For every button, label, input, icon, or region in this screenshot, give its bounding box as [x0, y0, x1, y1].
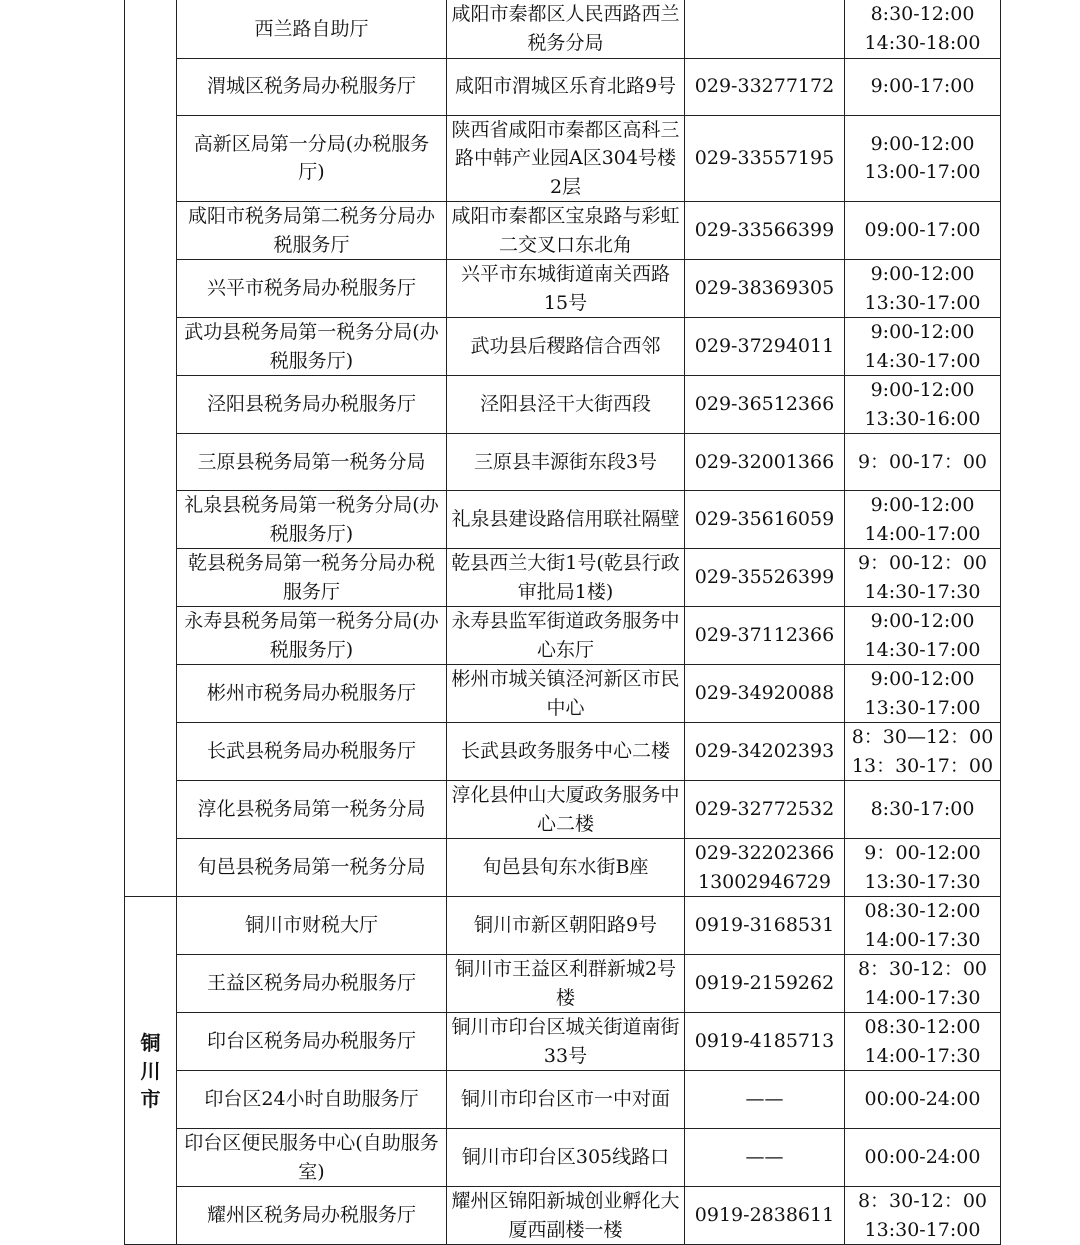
phone-number: 029-32202366	[694, 842, 835, 864]
hours-range: 9：00-12:00	[864, 842, 981, 864]
hours-range: 14:30-17:00	[864, 638, 981, 661]
hours-range: 08:30-12:00	[864, 1016, 981, 1038]
hours-range: 14:30-18:00	[864, 31, 981, 54]
table-row	[125, 202, 1001, 260]
office-name-cell: 永寿县税务局第一税务分局(办税服务厅)	[177, 607, 447, 665]
hours-range: 14:00-17:00	[864, 522, 981, 545]
phone-cell	[685, 202, 845, 260]
address-cell: 铜川市新区朝阳路9号	[447, 897, 685, 955]
hours-cell	[845, 1187, 1001, 1245]
table-row	[125, 260, 1001, 318]
phone-number: 029-33557195	[694, 147, 835, 169]
table-row	[125, 0, 1001, 58]
phone-cell	[685, 1129, 845, 1187]
address-cell: 铜川市王益区利群新城2号楼	[447, 955, 685, 1013]
region-char: 川	[140, 1058, 161, 1083]
phone-number: 029-35526399	[694, 566, 835, 589]
table-row	[125, 434, 1001, 491]
hours-cell	[845, 376, 1001, 434]
address-cell: 淳化县仲山大厦政务服务中心二楼	[447, 781, 685, 839]
phone-number: 029-32772532	[694, 798, 835, 821]
phone-cell	[685, 955, 845, 1013]
office-name-cell: 兴平市税务局办税服务厅	[177, 260, 447, 318]
table-row	[125, 665, 1001, 723]
address-cell: 铜川市印台区城关街道南街33号	[447, 1013, 685, 1071]
phone-cell	[685, 434, 845, 491]
office-name-cell: 旬邑县税务局第一税务分局	[177, 839, 447, 897]
address-cell: 三原县丰源街东段3号	[447, 434, 685, 491]
phone-cell	[685, 607, 845, 665]
address-cell: 咸阳市秦都区人民西路西兰税务分局	[447, 0, 685, 58]
hours-range: 8：30-12：00	[857, 1190, 988, 1212]
hours-range: 9:00-12:00	[870, 132, 975, 155]
hours-range: 13:30-17:00	[864, 1218, 981, 1241]
tax-office-table	[124, 0, 1001, 1245]
address-cell: 泾阳县泾干大街西段	[447, 376, 685, 434]
phone-cell	[685, 115, 845, 202]
phone-cell	[685, 665, 845, 723]
phone-cell	[685, 897, 845, 955]
hours-range: 00:00-24:00	[864, 1088, 981, 1111]
hours-range: 13:30-17:30	[864, 870, 981, 893]
table-row	[125, 607, 1001, 665]
phone-number: 029-35616059	[694, 508, 835, 531]
address-cell: 耀州区锦阳新城创业孵化大厦西副楼一楼	[447, 1187, 685, 1245]
hours-cell	[845, 318, 1001, 376]
hours-range: 08:30-12:00	[864, 900, 981, 922]
office-name-cell: 印台区便民服务中心(自助服务室)	[177, 1129, 447, 1187]
hours-range: 13:30-17:00	[864, 291, 981, 314]
phone-cell	[685, 723, 845, 781]
address-cell: 永寿县监军街道政务服务中心东厅	[447, 607, 685, 665]
office-name-cell: 三原县税务局第一税务分局	[177, 434, 447, 491]
hours-range: 9：00-12：00	[857, 552, 988, 574]
region-char: 铜	[140, 1030, 161, 1055]
table-row	[125, 839, 1001, 897]
hours-range: 14:00-17:30	[864, 1044, 981, 1067]
phone-number: 029-33566399	[694, 219, 835, 242]
office-name-cell: 泾阳县税务局办税服务厅	[177, 376, 447, 434]
table-row	[125, 1187, 1001, 1245]
hours-cell	[845, 781, 1001, 839]
phone-cell	[685, 1187, 845, 1245]
hours-range: 8:30-17:00	[870, 798, 975, 821]
table-row	[125, 58, 1001, 115]
address-cell: 陕西省咸阳市秦都区高科三路中韩产业园A区304号楼2层	[447, 115, 685, 202]
hours-cell	[845, 897, 1001, 955]
hours-range: 9:00-12:00	[870, 379, 975, 401]
hours-cell	[845, 607, 1001, 665]
phone-cell	[685, 781, 845, 839]
hours-range: 09:00-17:00	[864, 219, 981, 242]
address-cell: 彬州市城关镇泾河新区市民中心	[447, 665, 685, 723]
hours-range: 13:00-17:00	[864, 161, 981, 184]
hours-range: 14:30-17:30	[864, 580, 981, 603]
address-cell: 武功县后稷路信合西邻	[447, 318, 685, 376]
table-row	[125, 491, 1001, 549]
hours-range: 13:30-17:00	[864, 696, 981, 719]
office-name-cell: 乾县税务局第一税务分局办税服务厅	[177, 549, 447, 607]
table-row	[125, 1071, 1001, 1129]
phone-number: 029-34920088	[694, 682, 835, 705]
hours-cell	[845, 955, 1001, 1013]
phone-cell	[685, 549, 845, 607]
phone-number: 0919-4185713	[694, 1030, 835, 1053]
table-row	[125, 1129, 1001, 1187]
phone-number: 029-32001366	[694, 450, 835, 473]
hours-range: 8:30-12:00	[870, 3, 975, 26]
hours-cell	[845, 1071, 1001, 1129]
address-cell: 铜川市印台区市一中对面	[447, 1071, 685, 1129]
hours-cell	[845, 1129, 1001, 1187]
hours-cell	[845, 434, 1001, 491]
office-name-cell: 铜川市财税大厅	[177, 897, 447, 955]
hours-range: 9:00-12:00	[870, 610, 975, 632]
phone-number: 029-33277172	[694, 75, 835, 98]
office-name-cell: 淳化县税务局第一税务分局	[177, 781, 447, 839]
phone-cell	[685, 1071, 845, 1129]
hours-cell	[845, 115, 1001, 202]
hours-cell	[845, 58, 1001, 115]
hours-cell	[845, 723, 1001, 781]
hours-range: 9:00-12:00	[870, 668, 975, 690]
hours-range: 9:00-12:00	[870, 263, 975, 285]
hours-cell	[845, 202, 1001, 260]
office-name-cell: 印台区税务局办税服务厅	[177, 1013, 447, 1071]
phone-cell	[685, 0, 845, 58]
region-cell	[125, 897, 177, 1245]
hours-cell	[845, 1013, 1001, 1071]
hours-range: 00:00-24:00	[864, 1146, 981, 1169]
phone-cell	[685, 839, 845, 897]
phone-cell	[685, 318, 845, 376]
hours-range: 9:00-12:00	[870, 321, 975, 343]
address-cell: 乾县西兰大街1号(乾县行政审批局1楼)	[447, 549, 685, 607]
region-cell	[125, 0, 177, 897]
phone-number: 13002946729	[698, 870, 831, 893]
region-char: 市	[140, 1086, 161, 1111]
address-cell: 长武县政务服务中心二楼	[447, 723, 685, 781]
office-name-cell: 耀州区税务局办税服务厅	[177, 1187, 447, 1245]
phone-cell	[685, 260, 845, 318]
table-row	[125, 115, 1001, 202]
hours-range: 8：30—12：00	[851, 726, 994, 748]
office-name-cell: 西兰路自助厅	[177, 0, 447, 58]
address-cell: 兴平市东城街道南关西路15号	[447, 260, 685, 318]
office-name-cell: 印台区24小时自助服务厅	[177, 1071, 447, 1129]
hours-range: 9:00-17:00	[870, 75, 975, 98]
hours-cell	[845, 549, 1001, 607]
phone-number: 029-38369305	[694, 277, 835, 300]
table-row	[125, 376, 1001, 434]
table-row	[125, 318, 1001, 376]
hours-cell	[845, 260, 1001, 318]
office-name-cell: 高新区局第一分局(办税服务厅)	[177, 115, 447, 202]
address-cell: 咸阳市秦都区宝泉路与彩虹二交叉口东北角	[447, 202, 685, 260]
table-row	[125, 897, 1001, 955]
table-row	[125, 723, 1001, 781]
office-name-cell: 彬州市税务局办税服务厅	[177, 665, 447, 723]
hours-range: 13：30-17：00	[851, 754, 994, 777]
office-name-cell: 王益区税务局办税服务厅	[177, 955, 447, 1013]
phone-cell	[685, 58, 845, 115]
address-cell: 咸阳市渭城区乐育北路9号	[447, 58, 685, 115]
table-row	[125, 955, 1001, 1013]
office-name-cell: 武功县税务局第一税务分局(办税服务厅)	[177, 318, 447, 376]
address-cell: 旬邑县旬东水街B座	[447, 839, 685, 897]
phone-number: 029-34202393	[694, 740, 835, 763]
office-name-cell: 长武县税务局办税服务厅	[177, 723, 447, 781]
hours-cell	[845, 491, 1001, 549]
table-row	[125, 781, 1001, 839]
office-name-cell: 渭城区税务局办税服务厅	[177, 58, 447, 115]
phone-number: 0919-2838611	[694, 1204, 835, 1227]
address-cell: 铜川市印台区305线路口	[447, 1129, 685, 1187]
hours-range: 14:00-17:30	[864, 986, 981, 1009]
phone-number: 029-37112366	[694, 624, 835, 647]
phone-number: 029-37294011	[694, 335, 835, 358]
hours-cell	[845, 839, 1001, 897]
hours-range: 8：30-12：00	[857, 958, 988, 980]
phone-number: 0919-2159262	[694, 972, 835, 995]
phone-cell	[685, 491, 845, 549]
phone-number: 0919-3168531	[694, 914, 835, 937]
office-name-cell: 咸阳市税务局第二税务分局办税服务厅	[177, 202, 447, 260]
phone-cell	[685, 376, 845, 434]
table-body	[125, 0, 1001, 1245]
table-row	[125, 1013, 1001, 1071]
hours-range: 14:30-17:00	[864, 349, 981, 372]
hours-range: 14:00-17:30	[864, 928, 981, 951]
phone-number: ——	[745, 1088, 784, 1111]
phone-number: 029-36512366	[694, 393, 835, 416]
hours-range: 9:00-12:00	[870, 494, 975, 516]
hours-cell	[845, 665, 1001, 723]
phone-cell	[685, 1013, 845, 1071]
phone-number: ——	[745, 1146, 784, 1169]
hours-range: 9：00-17：00	[857, 450, 988, 473]
hours-range: 13:30-16:00	[864, 407, 981, 430]
address-cell: 礼泉县建设路信用联社隔壁	[447, 491, 685, 549]
hours-cell	[845, 0, 1001, 58]
office-name-cell: 礼泉县税务局第一税务分局(办税服务厅)	[177, 491, 447, 549]
table-row	[125, 549, 1001, 607]
